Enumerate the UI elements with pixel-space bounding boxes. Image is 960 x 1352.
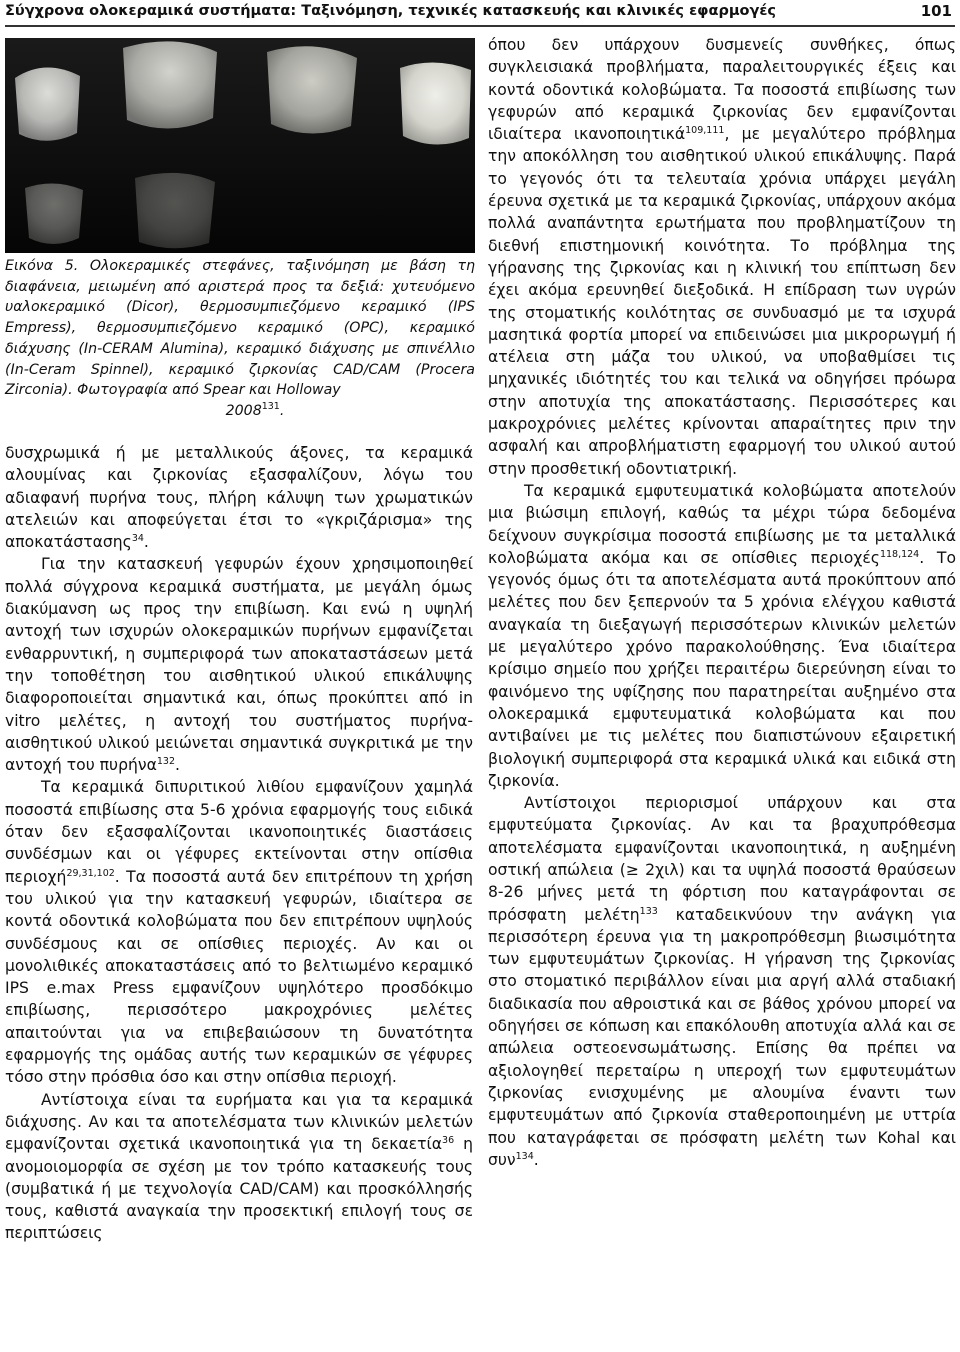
left-p3-text-a: Τα κεραμικά διπυριτικού λιθίου εμφανίζουν χαμηλά ποσοστά επιβίωσης στα 5-6 χρόνια εφαρμογής τους ειδικά όταν δεν εξασφαλίζονται ικανοποιητικές διαστάσεις συνδέσμων και οι γέφυρες εκτείνονται στην οπίσθια περιοχή (5, 778, 473, 886)
left-p4-ref: 36 (442, 1135, 455, 1147)
crown-4 (400, 62, 471, 144)
crown-2 (123, 41, 217, 128)
right-p3-text-b: καταδεικνύουν την ανάγκη για περισσότερη έρευνα για τη μακροπρόθεσμη βιωσιμότητα των εμφυτευμάτων ζιρκονίας. Η γήρανση της ζιρκονίας στο στοματικό περιβάλλον είναι μια αργή αλλά σταδιακή διαδικασία που αθροιστικά και σε βάθος χρόνου μπορεί να οδηγήσει σε κόπωση και επακόλουθη αποτυχία αλλά και σε απώλεια οστεοενσωμάτωσης. Επίσης θα πρέπει να αξιολογηθεί περεταίρω η υπεροχή των εμφυτευμάτων ζιρκονίας ενισχυμένης με αλουμίνα έναντι των εμφυτευμάτων από ζιρκονία σταθεροποιημένη με υττρία που καταγράφεται σε πρόσφατη μελέτη των Kohal και συν (488, 905, 956, 1169)
figure-caption (5, 256, 475, 422)
left-p4-text-a: Αντίστοιχα είναι τα ευρήματα και για τα κεραμικά διάχυσης. Αν και τα αποτελέσματα των κλινικών μελετών εμφανίζονται σχετικά ικανοποιητικά για τη δεκαετία (5, 1090, 473, 1154)
right-p1-text-a: όπου δεν υπάρχουν δυσμενείς συνθήκες, όπως συγκλεισιακά προβλήματα, παραλειτουργικές έξεις και κοντά οδοντικά κολοβώματα. Τα ποσοστά επιβίωσης των γεφυρών από κεραμικά ζιρκονίας δεν εμφανίζονται ιδιαίτερα ικανοποιητικά (488, 36, 956, 144)
right-paragraph-2 (488, 480, 956, 792)
left-p1-text: δυσχρωμικά ή με μεταλλικούς άξονες, τα κεραμικά αλουμίνας και ζιρκονίας εξασφαλίζουν, λόγω του αδιαφανή πυρήνα τους, πλήρη κάλυψη των χρωματικών ατελειών και αποφεύγεται έτσι το «γκριζάρισμα» της αποκατάστασης (5, 444, 473, 552)
left-p2-end: . (175, 756, 180, 775)
right-p3-ref-2: 134 (515, 1150, 534, 1162)
left-p1-end: . (143, 533, 149, 552)
right-p2-ref: 118,124 (879, 548, 920, 560)
crowns-photo (5, 38, 475, 253)
left-p3-text-b: . Τα ποσοστά αυτά δεν επιτρέπουν τη χρήση του υλικού για την κατασκευή γεφυρών, ιδιαίτερα σε κοντά οδοντικά κολοβώματα που δεν επιτρέπουν υψηλούς συνδέσμους και σε οπίσθιες περιοχές. Αν και οι μονολιθικές αποκαταστάσεις από το βελτιωμένο κεραμικό IPS e.max Press εμφανίζουν υψηλότερο προσδόκιμο επιβίωσης, περισσότερο μακροχρόνιες μελέτες απαιτούνται για να επιβεβαιώσουν τη δυνατότητα εφαρμογής της ομάδας αυτής των κεραμικών σε γέφυρες τόσο στην πρόσθια όσο και στην οπίσθια περιοχή. (5, 867, 473, 1087)
caption-ref: 131 (261, 400, 280, 412)
right-p3-end: . (533, 1150, 539, 1169)
right-p3-text-a: Αντίστοιχοι περιορισμοί υπάρχουν και στα εμφυτεύματα ζιρκονίας. Αν και τα βραχυπρόθεσμα αποτελέσματα εμφανίζονται ικανοποιητικά, η αυξημένη οστική απώλεια (≥ 2χιλ) και τα υψηλά ποσοστά θραύσεων 8-26 μήνες μετά τη φόρτιση που καταγράφονται σε πρόσφατη μελέτη (488, 794, 956, 924)
caption-year: 2008 (225, 402, 262, 419)
caption-text: Εικόνα 5. Ολοκεραμικές στεφάνες, ταξινόμηση με βάση τη διαφάνεια, μειωμένη από αριστερά προς τα δεξιά: χυτευόμενο υαλοκεραμικό (Dicor), θερμοσυμπιεζόμενο κεραμικό (IPS Empress), θερμοσυμπιεζόμενο κεραμικό (OPC), κεραμικό διάχυσης (In-CERAM Alumina), κεραμικό διάχυσης με σπινέλλιο (In-Ceram Spinnel), κεραμικό ζιρκονίας CAD/CAM (Procera Zirconia). Φωτογραφία από Spear και Holloway (5, 258, 475, 399)
right-p1-ref: 109,111 (685, 125, 725, 137)
left-p2-ref: 132 (156, 756, 175, 768)
crown-3 (267, 46, 357, 133)
crown-1 (15, 67, 80, 140)
running-header (5, 0, 955, 26)
left-p2-text: Για την κατασκευή γεφυρών έχουν χρησιμοποιηθεί πολλά σύγχρονα κεραμικά συστήματα, με μεγάλη όμως διακύμανση ως προς την επιβίωση. Και ενώ η υψηλή αντοχή των ισχυρών ολοκεραμικών πυρήνων εμφανίζεται ενθαρρυντική, η συμπεριφορά των αποκαταστάσεων μετά την τοποθέτηση του αισθητικού υλικού επικάλυψης διαφοροποιείται σημαντικά και, όπως προκύπτει από in vitro μελέτες, η αντοχή του συστήματος πυρήνα-αισθητικού υλικού μειώνεται σημαντικά συγκριτικά με την αντοχή του πυρήνα (5, 555, 473, 775)
left-column (5, 442, 473, 1245)
right-paragraph-3 (488, 792, 956, 1171)
left-paragraph-3 (5, 776, 473, 1088)
crowns-photo-svg (5, 38, 475, 253)
left-paragraph-1 (5, 442, 473, 553)
caption-end: . (279, 402, 285, 419)
right-column (488, 34, 956, 1171)
running-title: Σύγχρονα ολοκεραμικά συστήματα: Ταξινόμηση, τεχνικές κατασκευής και κλινικές εφαρμογές (5, 3, 776, 19)
left-p3-ref: 29,31,102 (66, 867, 115, 879)
crown-6 (135, 173, 215, 248)
right-p2-text-a: Τα κεραμικά εμφυτευματικά κολοβώματα αποτελούν μια βιώσιμη επιλογή, καθώς τα μέχρι τώρα δεδομένα δείχνουν συγκρίσιμα ποσοστά επιβίωσης με τα μεταλλικά κολοβώματα ακόμα και σε οπίσθιες περιοχές (488, 481, 956, 567)
crown-5 (25, 183, 83, 244)
header-rule (5, 25, 955, 27)
caption-credit (5, 401, 475, 422)
right-p2-text-b: . Το γεγονός όμως ότι τα αποτελέσματα αυτά προκύπτουν από μελέτες που δεν ξεπερνούν τα 5 χρόνια ελέγχου καθιστά αναγκαία τη διεξαγωγή περισσότερων κλινικών μελετών με μεγαλύτερο χρόνο παρακολούθησης. Ένα ιδιαίτερα κρίσιμο σημείο που χρήζει περαιτέρω διερεύνηση είναι το φαινόμενο της υφίζησης που παρατηρείται αυξημένο στα ολοκεραμικά εμφυτευματικά κολοβώματα και που αντιβαίνει με τις μελέτες που διαπιστώνουν εξαιρετική βιολογική συμπεριφορά στα κεραμικά υλικά και ειδικά στη ζιρκονία. (488, 548, 956, 790)
right-paragraph-1 (488, 34, 956, 480)
page-number: 101 (920, 2, 952, 20)
left-paragraph-2 (5, 553, 473, 776)
left-p1-ref: 34 (131, 533, 144, 545)
right-p3-ref: 133 (639, 905, 658, 917)
left-paragraph-4 (5, 1089, 473, 1245)
right-p1-text-b: , με μεγαλύτερο πρόβλημα την αποκόλληση του αισθητικού υλικού επικάλυψης. Παρά το γεγονός ότι τα τελευταία χρόνια υπάρχει μεγάλη έρευνα σχετικά με τα κεραμικά ζιρκονίας, υπάρχουν ακόμα πολλά αναπάντητα ερωτήματα που προβληματίζουν τη διεθνή επιστημονική κοινότητα. Το πρόβλημα της γήρανσης της ζιρκονίας και η κλινική του επίπτωση δεν έχει ακόμα ερευνηθεί διεξοδικά. Η επίδραση των υγρών της στοματικής κοιλότητας σε συνδυασμό με τα ισχυρά μασητικά φορτία μπορεί να επιδεινώσει μια μικρορωγμή ή ατέλεια στη μάζα του υλικού, να υποβαθμίσει τις μηχανικές ιδιότητές του και τελικά να οδηγήσει πρόωρα στην αποτυχία της αποκατάστασης. Περισσότερες και μακροχρόνιες μελέτες κρίνονται απαραίτητες πριν την ασφαλή και απροβλήματιστη εφαρμογή του υλικού αυτού στην προσθετική οδοντιατρική. (488, 125, 956, 478)
left-p4-text-b: η ανομοιομορφία σε σχέση με τον τρόπο κατασκευής τους (συμβατικά ή με τεχνολογία CAD/CAM) και προσκόλλησής τους, καθιστά αναγκαία την προσεκτική επιλογή τους σε περιπτώσεις (5, 1135, 474, 1243)
